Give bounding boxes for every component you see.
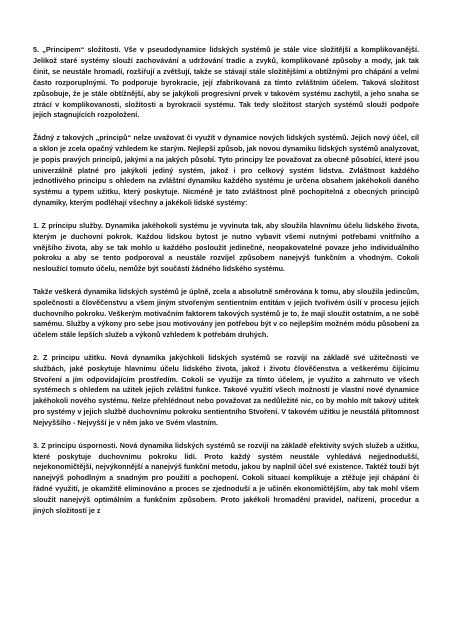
paragraph-principle-5-complexity: 5. „Principem“ složitosti. Vše v pseudodynamice lidských systémů je stále více složitější a komplikovanější. Jelikož staré systémy slouží zachovávání a udržování tradic a zvyků, komplikované způsoby a mody, jak tak činit, se neustále hromadí, rozšiřují a zvětšují, takže se stávají stále složitějšími a obtížnými pro chápání a velmi často rozporuplnými. To podporuje byrokracie, její zfabrikovaná za tímto zvláštním účelem. Taková složitost způsobuje, že je stále obtížnější, aby se jakýkoli progresivní prvek v takovém systému zachytil, a jeho snaha se ztrácí v komplikovanosti, složitosti a byrokracii systému. Tak tedy složitost starých systémů slouží podpoře jejich stagnujících rozpoložení. (33, 45, 419, 120)
paragraph-principle-1-service: 1. Z principu služby. Dynamika jakéhokoli systému je vyvinuta tak, aby sloužila hlavnímu účelu lidského života, kterým je duchovní pokrok. Každou lidskou bytost je nutno vybavit všemi nutnými potřebami vnitřního a vnějšího života, aby se tak mohlo u každého posloužit jedinečné, neopakovatelné povaze jeho individuálního pokroku a aby se tento podporoval a neustále rozvíjel způsobem nanejvýš funkčním a vhodným. Cokoli nesloužící tomuto účelu, nemůže být součástí žádného lidského systému. (33, 220, 419, 274)
paragraph-principle-2-utility: 2. Z principu užitku. Nová dynamika jakýchkoli lidských systémů se rozvíjí na základě své užitečnosti ve službách, jaké poskytuje hlavnímu účelu lidského života, jakož i životu člověčenstva a veškerému čijícímu Stvoření a jím odpovídajícím prostředím. Cokoli se využije za tímto účelem, je využito a zahrnuto ve všech systémech s ohledem na užitek jejich zvláštní funkce. Takové využití všech možností je vlastní nové dynamice jakéhokoli nového systému. Nelze přehlédnout nebo považovat za nedůležité nic, co by mohlo mít takový užitek pro systémy v jejich službě duchovnímu pokroku sentientního Stvoření. V takovém užitku je neustálá přítomnost Nejvyššího - Nejvyšší je v něm jako ve Svém vlastním. (33, 352, 419, 428)
document-body (33, 45, 419, 517)
paragraph-new-dynamics-intro: Žádný z takových „principů“ nelze uvažovat či využít v dynamice nových lidských systémů. Jejich nový účel, cíl a sklon je zcela opačný vzhledem ke starým. Nejlepší způsob, jak novou dynamiku lidských systémů analyzovat, je popis pravých principů, jakými a na jakých působí. Tyto principy lze považovat za obecně působící, které jsou univerzálně platné pro jakýkoli jediný systém, jakož i pro celkový systém lidstva. Zvláštnost každého jednotlivého principu s ohledem na zvláštní dynamiku každého systému je určena obsahem jakéhokoli daného systému a typem užitku, který poskytuje. Nicméně je tato zvláštnost plně pochopitelná z obecných principů dynamiky, kterým podléhají všechny a jakékoli lidské systémy: (33, 132, 419, 208)
paragraph-service-continued: Takže veškerá dynamika lidských systémů je úplně, zcela a absolutně směrována k tomu, aby sloužila jedincům, společnosti a člověčenstvu a všem jiným stvořeným sentientním entitám v jejich tvořivém úsilí v procesu jejich duchovního pokroku. Veškerým motivačním faktorem takových systémů je to, že mají sloužit ostatním, a ne sobě samému. Služby a výkony pro sebe jsou motivovány jen potřebou být v co nejlepším možném módu působení za účelem stále lepších služeb a výkonů vzhledem k potřebám druhých. (33, 286, 419, 340)
paragraph-principle-3-economy: 3. Z principu úspornosti. Nová dynamika lidských systémů se rozvíjí na základě efektivity svých služeb a užitku, které poskytuje duchovnímu pokroku lidí. Proto každý systém neustále vyhledává nejjednodušší, nejekonomičtější, nejvýkonnější a nanejvýš funkční metodu, jakou by naplnil účel své existence. Taktéž touží být nanejvýš pohodlným a snadným pro použití a pochopení. Cokoli situaci komplikuje a ztěžuje její chápání či řádné využití, je okamžitě eliminováno a proces se zjednoduší a je učiněn ekonomičtějším, aby tak mohl všem sloužit nanejvýš optimálním a funkčním způsobem. Proto jakékoli hromadění pravidel, nařízení, procedur a jiných složitostí je z (33, 440, 419, 516)
